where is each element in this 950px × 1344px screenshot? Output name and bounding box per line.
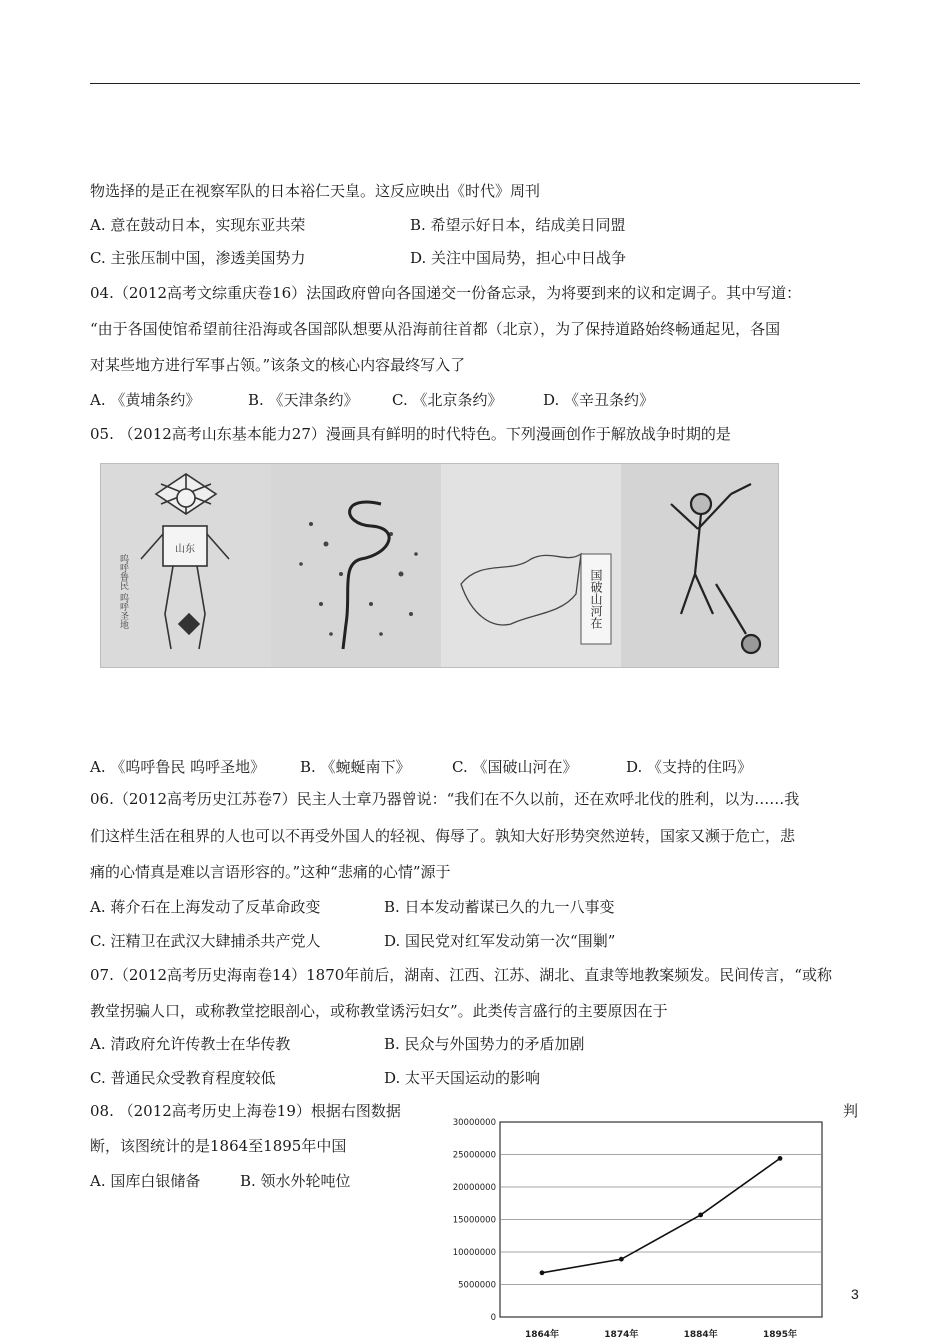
page-number: 3: [851, 1286, 859, 1302]
chart-y-tick-label: 5000000: [458, 1280, 496, 1291]
cartoon-strip: [100, 463, 779, 668]
chart-data-point: [540, 1270, 545, 1275]
q04-option-b[interactable]: B. 《天津条约》: [248, 391, 359, 409]
q08-option-b[interactable]: B. 领水外轮吨位: [240, 1172, 351, 1190]
q06-stem-line1: 06.（2012高考历史江苏卷7）民主人士章乃器曾说：“我们在不久以前，还在欢呼北伐的胜利，以为……我: [90, 790, 800, 808]
q05-option-d[interactable]: D. 《支持的住吗》: [626, 758, 753, 776]
cartoon-1-caption: 呜呼鲁民 呜呼圣地: [118, 554, 128, 629]
q05-option-a[interactable]: A. 《呜呼鲁民 呜呼圣地》: [90, 758, 266, 776]
q04-option-a[interactable]: A. 《黄埔条约》: [90, 391, 201, 409]
q07-option-c[interactable]: C. 普通民众受教育程度较低: [90, 1069, 276, 1087]
q07-option-d[interactable]: D. 太平天国运动的影响: [384, 1069, 541, 1087]
cartoon-panel-2: [271, 464, 441, 667]
q03-option-d[interactable]: D. 关注中国局势，担心中日战争: [410, 249, 627, 267]
q08-stem-line1: 08. （2012高考历史上海卷19）根据右图数据: [90, 1102, 401, 1120]
q06-option-b[interactable]: B. 日本发动蓄谋已久的九一八事变: [384, 898, 615, 916]
q06-option-d[interactable]: D. 国民党对红军发动第一次“围剿”: [384, 932, 616, 950]
q07-stem-line1: 07.（2012高考历史海南卷14）1870年前后，湖南、江西、江苏、湖北、直隶等地教案频发。民间传言，“或称: [90, 966, 832, 984]
chart-x-tick-label: 1895年: [762, 1330, 798, 1340]
q05-option-b[interactable]: B. 《蜿蜒南下》: [300, 758, 411, 776]
q06-option-c[interactable]: C. 汪精卫在武汉大肆捕杀共产党人: [90, 932, 321, 950]
chart-data-point: [698, 1213, 703, 1218]
q03-option-c[interactable]: C. 主张压制中国，渗透美国势力: [90, 249, 306, 267]
chart-x-tick-label: 1884年: [683, 1330, 718, 1340]
statistics-line-chart: [440, 1108, 840, 1344]
chart-y-tick-label: 20000000: [452, 1183, 496, 1193]
chart-series-line: [542, 1158, 780, 1272]
chart-data-point: [619, 1257, 624, 1262]
q06-option-a[interactable]: A. 蒋介石在上海发动了反革命政变: [90, 898, 321, 916]
chart-y-tick-label: 10000000: [452, 1248, 496, 1258]
cartoon-panel-4: [621, 464, 778, 667]
q07-option-a[interactable]: A. 清政府允许传教士在华传教: [90, 1035, 291, 1053]
q08-stem-line1-end: 判: [843, 1102, 859, 1120]
chart-x-tick-label: 1874年: [604, 1330, 639, 1340]
cartoon-3-caption: 国破山河在: [589, 569, 603, 629]
cartoon-1-sign: 山东: [175, 544, 195, 555]
chart-y-tick-label: 25000000: [452, 1150, 496, 1161]
q07-option-b[interactable]: B. 民众与外国势力的矛盾加剧: [384, 1035, 585, 1053]
chart-x-tick-label: 1864年: [524, 1330, 560, 1340]
q04-option-d[interactable]: D. 《辛丑条约》: [543, 391, 655, 409]
q08-stem-line2: 断，该图统计的是1864至1895年中国: [90, 1137, 347, 1155]
q04-option-c[interactable]: C. 《北京条约》: [392, 391, 503, 409]
q07-stem-line2: 教堂拐骗人口，或称教堂挖眼剖心，或称教堂诱污妇女”。此类传言盛行的主要原因在于: [90, 1002, 668, 1020]
chart-y-tick-label: 30000000: [452, 1118, 496, 1128]
chart-data-point: [778, 1156, 783, 1161]
header-rule: [90, 83, 860, 84]
q05-stem: 05. （2012高考山东基本能力27）漫画具有鲜明的时代特色。下列漫画创作于解放战争时期的是: [90, 425, 731, 443]
q08-option-a[interactable]: A. 国库白银储备: [90, 1172, 201, 1190]
q03-stem: 物选择的是正在视察军队的日本裕仁天皇。这反应映出《时代》周刊: [90, 182, 541, 200]
q06-stem-line2: 们这样生活在租界的人也可以不再受外国人的轻视、侮辱了。孰知大好形势突然逆转，国家又濒于危亡，悲: [90, 827, 796, 845]
q04-stem-line3: 对某些地方进行军事占领。”该条文的核心内容最终写入了: [90, 356, 466, 374]
q05-option-c[interactable]: C. 《国破山河在》: [452, 758, 578, 776]
q06-stem-line3: 痛的心情真是难以言语形容的。”这种“悲痛的心情”源于: [90, 863, 451, 881]
chart-y-tick-label: 15000000: [452, 1215, 496, 1226]
cartoon-panel-3: [441, 464, 621, 667]
q03-option-a[interactable]: A. 意在鼓动日本，实现东亚共荣: [90, 216, 306, 234]
q04-stem-line2: “由于各国使馆希望前往沿海或各国部队想要从沿海前往首都（北京），为了保持道路始终畅通起见，各国: [90, 320, 781, 338]
chart-y-tick-label: 0: [490, 1313, 496, 1323]
q03-option-b[interactable]: B. 希望示好日本，结成美日同盟: [410, 216, 626, 234]
cartoon-panel-1: [101, 464, 271, 667]
q04-stem-line1: 04.（2012高考文综重庆卷16）法国政府曾向各国递交一份备忘录，为将要到来的议和定调子。其中写道：: [90, 284, 802, 302]
